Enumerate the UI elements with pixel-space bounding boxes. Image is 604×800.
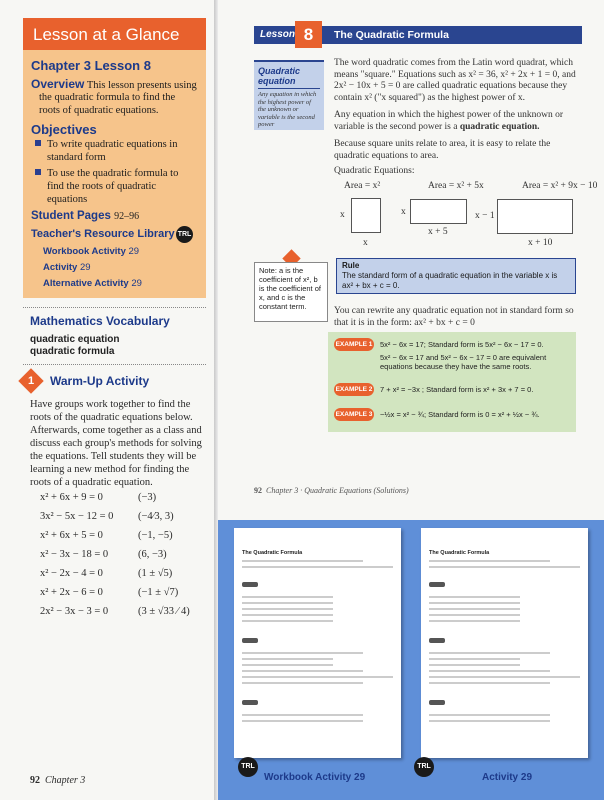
- workbook-activity-caption: Workbook Activity 29: [264, 772, 366, 783]
- worksheet-line: [242, 658, 333, 660]
- objective-2-line-1: To use the quadratic formula to: [47, 168, 179, 179]
- lesson-tab: Lesson: [254, 26, 304, 44]
- dimension-label: x + 5: [428, 227, 448, 237]
- objective-1: [35, 139, 203, 152]
- divider: [23, 307, 206, 308]
- activity-thumbnail: [421, 528, 588, 758]
- objective-2-line-2: find the roots of quadratic: [47, 181, 157, 192]
- worksheet-line: [242, 720, 363, 722]
- worksheet-line: [242, 714, 363, 716]
- problem-answer: (1 ± √5): [138, 568, 173, 579]
- problem-equation: x² − 2x − 4 = 0: [40, 568, 103, 579]
- worksheet-section: [429, 574, 580, 592]
- section-tag: [242, 700, 258, 705]
- example-line: 5x² − 6x = 17; Standard form is 5x² − 6x − 17 = 0.: [380, 340, 544, 349]
- problem-equation: 3x² − 5x − 12 = 0: [40, 511, 114, 522]
- area-rectangle: [410, 199, 467, 224]
- footer-chapter: Chapter 3: [45, 775, 86, 786]
- worksheet-line: [429, 620, 520, 622]
- trl-badge-icon: TRL: [414, 757, 434, 777]
- worksheet-line: [242, 620, 333, 622]
- example-3-text: −½x = x² − ¾; Standard form is 0 = x² + ½x − ¾.: [380, 410, 540, 419]
- worksheet-line: [429, 652, 550, 654]
- objective-2-line-3: equations: [47, 194, 88, 205]
- lesson-at-a-glance-box: [23, 18, 206, 298]
- worksheet-line: [429, 602, 520, 604]
- lesson-title: The Quadratic Formula: [322, 26, 582, 44]
- resource-name: Activity: [43, 262, 78, 273]
- worksheet-line: [242, 652, 363, 654]
- problem-equation: x² + 6x + 5 = 0: [40, 530, 103, 541]
- worksheet-line: [429, 682, 550, 684]
- section-tag: [429, 582, 445, 587]
- warmup-line: learning a new method for finding the: [30, 464, 190, 475]
- vocab-item: quadratic formula: [30, 346, 115, 357]
- worksheet-line: [242, 566, 393, 568]
- problem-answer: (6, −3): [138, 549, 167, 560]
- worksheet-line: [429, 560, 550, 562]
- resource-workbook-activity: [43, 246, 139, 257]
- objective-1-line-2: standard form: [47, 152, 106, 163]
- problem-equation: x² − 3x − 18 = 0: [40, 549, 109, 560]
- dimension-label: x − 1: [475, 211, 495, 221]
- problem-equation: 2x² − 3x − 3 = 0: [40, 606, 109, 617]
- area-label: Area = x²: [344, 181, 381, 191]
- section-tag: [429, 638, 445, 643]
- resource-activity: [43, 262, 91, 273]
- worksheet-line: [242, 560, 363, 562]
- trl-badge-icon: TRL: [176, 226, 193, 243]
- dimension-label: x: [340, 210, 345, 220]
- worksheet-line: [242, 608, 333, 610]
- problem-answer: (−1, −5): [138, 530, 173, 541]
- workbook-activity-thumbnail: [234, 528, 401, 758]
- glance-title: Lesson at a Glance: [23, 18, 206, 50]
- vocabulary-heading: Mathematics Vocabulary: [30, 314, 170, 328]
- resource-name: Alternative Activity: [43, 278, 129, 289]
- worksheet-line: [429, 608, 520, 610]
- worksheet-title: The Quadratic Formula: [429, 550, 490, 556]
- student-pages-range: 92–96: [114, 211, 140, 222]
- worksheet-line: [242, 682, 363, 684]
- example-2-text: 7 + x² = −3x ; Standard form is x² + 3x + 7 = 0.: [380, 385, 534, 394]
- worksheet-line: [429, 658, 520, 660]
- trl-heading: Teacher's Resource Library: [31, 228, 175, 240]
- rule-label: Rule: [342, 261, 360, 270]
- definition-term-line-2: equation: [258, 76, 296, 86]
- rule-text: The standard form of a quadratic equation in the variable x is ax² + bx + c = 0.: [342, 271, 558, 290]
- overview-label: Overview: [31, 77, 85, 91]
- paragraph-definition: [334, 110, 578, 133]
- warmup-line: the equations. Tell students they will be: [30, 451, 197, 462]
- right-page-footer: [254, 486, 409, 495]
- worksheet-line: [242, 670, 363, 672]
- problem-equation: x² + 6x + 9 = 0: [40, 492, 103, 503]
- area-rectangle: [497, 199, 573, 234]
- page-number: 92: [254, 486, 262, 495]
- section-tag: [242, 638, 258, 643]
- worksheet-line: [242, 596, 333, 598]
- definition-term: [258, 66, 320, 89]
- warmup-line: roots of the quadratic equations below.: [30, 412, 193, 423]
- warmup-line: Have groups work together to find the: [30, 399, 191, 410]
- example-1-badge: EXAMPLE 1: [334, 338, 374, 351]
- divider: [23, 364, 206, 365]
- student-pages-label: Student Pages: [31, 210, 111, 222]
- dimension-label: x: [401, 207, 406, 217]
- area-rectangle: [351, 198, 381, 233]
- area-label: Area = x² + 9x − 10: [522, 181, 598, 191]
- paragraph-intro: The word quadratic comes from the Latin word quadrat, which means "square." Equations such as x² = 36, x² + 2x + 1 = 0, and 2x² − 10x + 5 = 0 are called quadratic equations because they contain x² ("x squared") as the highest power of x.: [334, 58, 576, 103]
- worksheet-section: [242, 574, 393, 592]
- rule-box: [336, 258, 576, 294]
- worksheet-line: [429, 670, 550, 672]
- worksheet-section: [242, 630, 393, 648]
- worksheet-line: [242, 664, 333, 666]
- warmup-heading: Warm-Up Activity: [50, 374, 150, 388]
- worksheet-line: [429, 676, 580, 678]
- problem-answer: (3 ± √33 ⁄ 4): [138, 606, 190, 617]
- resource-num: 29: [131, 278, 142, 289]
- resource-alternative-activity: [43, 278, 142, 289]
- footer-chapter: Chapter 3 · Quadratic Equations (Solutions): [266, 486, 409, 495]
- warmup-line: Afterwards, come together as a class and: [30, 425, 202, 436]
- definition-term-line-1: Quadratic: [258, 66, 301, 76]
- paragraph-area: Because square units relate to area, it is easy to relate the quadratic equations to area.: [334, 139, 551, 161]
- area-label: Area = x² + 5x: [428, 181, 484, 191]
- problem-equation: x² + 2x − 6 = 0: [40, 587, 103, 598]
- resource-num: 29: [128, 246, 140, 257]
- dimension-label: x: [363, 238, 368, 248]
- student-pages: [31, 210, 139, 222]
- objective-1-line-1: To write quadratic equations in: [47, 139, 178, 150]
- overview-line-3: roots of quadratic equations.: [39, 105, 159, 116]
- example-2-badge: EXAMPLE 2: [334, 383, 374, 396]
- worksheet-title: The Quadratic Formula: [242, 550, 303, 556]
- worksheet-line: [242, 602, 333, 604]
- worksheet-section: [429, 630, 580, 648]
- worksheet-line: [429, 566, 580, 568]
- paragraph-rewrite: You can rewrite any quadratic equation not in standard form so that it is in the form: ax² + bx + c = 0: [334, 306, 574, 328]
- overview-line-2: the quadratic formula to find the: [39, 92, 176, 103]
- worksheet-line: [429, 720, 550, 722]
- activity-caption: Activity 29: [482, 772, 533, 783]
- warmup-line: roots of a quadratic equation.: [30, 477, 153, 488]
- definition-box: [254, 60, 324, 130]
- resource-name: Workbook Activity: [43, 246, 126, 257]
- worksheet-section: [429, 692, 580, 710]
- warmup-line: discuss each group's methods for solving: [30, 438, 202, 449]
- worksheet-line: [429, 596, 520, 598]
- overview-text-1: This lesson presents using: [86, 80, 197, 91]
- worksheet-line: [242, 676, 393, 678]
- lesson-number: 8: [295, 21, 322, 48]
- definition-text: Any equation in which the highest power of the unknown or variable is the second power: [258, 91, 317, 128]
- warmup-description: [30, 398, 208, 489]
- worksheet-section: [242, 692, 393, 710]
- dimension-label: x + 10: [528, 238, 553, 248]
- worksheet-line: [429, 664, 520, 666]
- section-tag: [429, 700, 445, 705]
- vocab-item: quadratic equation: [30, 334, 120, 345]
- example-line: 5x² − 6x = 17 and 5x² − 6x − 17 = 0 are equivalent: [380, 352, 547, 362]
- worksheet-line: [429, 714, 550, 716]
- problem-answer: (−4⁄3, 3): [138, 511, 174, 522]
- page-number: 92: [30, 775, 40, 786]
- worksheet-line: [429, 614, 520, 616]
- example-1-text: [380, 340, 576, 372]
- chapter-lesson-heading: Chapter 3 Lesson 8: [31, 58, 151, 73]
- worksheet-line: [242, 614, 333, 616]
- objectives-heading: Objectives: [31, 122, 97, 137]
- problem-answer: (−3): [138, 492, 157, 503]
- note-box: Note: a is the coefficient of x², b is the coefficient of x, and c is the constant term.: [254, 262, 328, 322]
- problem-answer: (−1 ± √7): [138, 587, 179, 598]
- left-page-footer: [30, 775, 85, 786]
- example-3-badge: EXAMPLE 3: [334, 408, 374, 421]
- objective-2: [35, 168, 203, 181]
- bullet-icon: [35, 140, 41, 146]
- overview-line-1: [31, 78, 203, 93]
- quadratic-equations-label: Quadratic Equations:: [334, 166, 415, 176]
- example-line: equations because they have the same roots.: [380, 362, 532, 371]
- trl-badge-icon: TRL: [238, 757, 258, 777]
- paragraph-definition-term: quadratic equation.: [459, 121, 540, 132]
- paragraph-definition-text: Any equation in which the highest power of the unknown or variable is the second power is a: [334, 110, 564, 132]
- bullet-icon: [35, 169, 41, 175]
- warmup-number: 1: [27, 375, 35, 387]
- section-tag: [242, 582, 258, 587]
- resource-num: 29: [79, 262, 91, 273]
